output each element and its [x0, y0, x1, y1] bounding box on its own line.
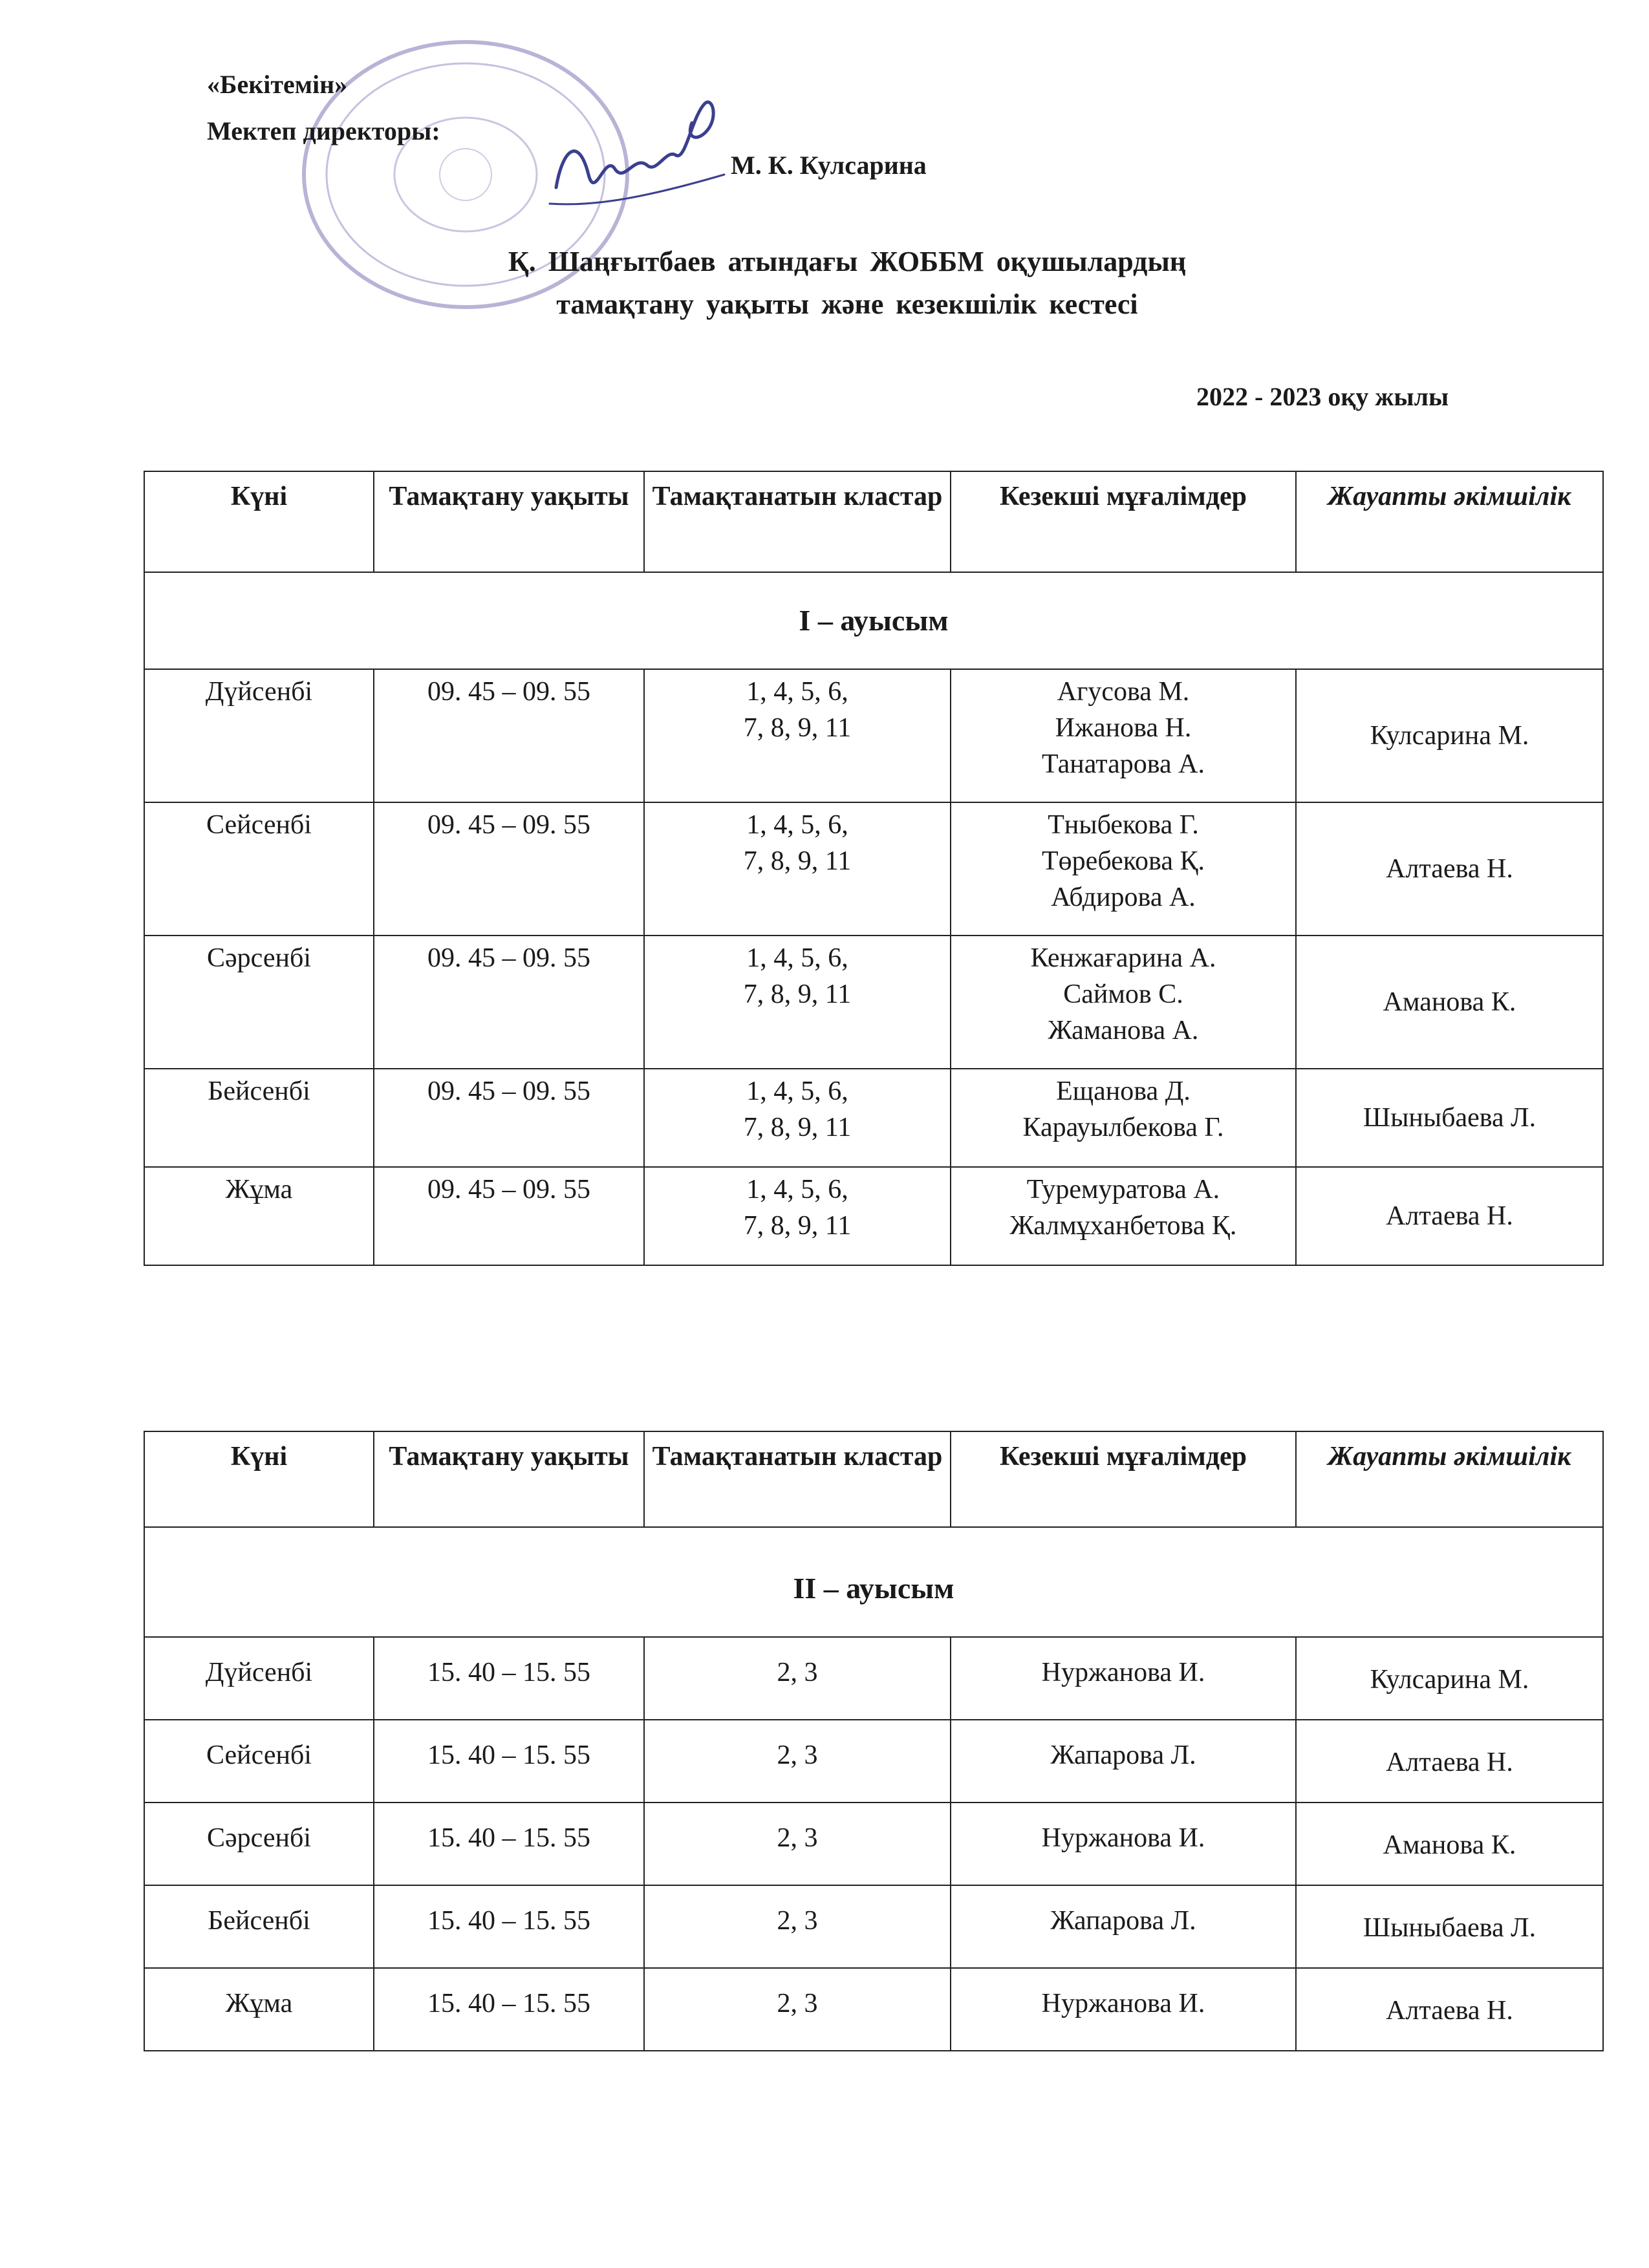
- column-header-day: Күні: [144, 1431, 374, 1527]
- day-cell: Бейсенбі: [144, 1069, 374, 1167]
- column-header-meal-time: Тамақтану уақыты: [374, 1431, 644, 1527]
- day-cell: Сейсенбі: [144, 802, 374, 936]
- column-header-classes: Тамақтанатын кластар: [644, 1431, 951, 1527]
- teachers-cell: Нуржанова И.: [951, 1968, 1296, 2051]
- day-cell: Жұма: [144, 1968, 374, 2051]
- admin-cell: Алтаева Н.: [1296, 1968, 1603, 2051]
- day-cell: Дүйсенбі: [144, 1637, 374, 1720]
- admin-cell: Кулсарина М.: [1296, 1637, 1603, 1720]
- classes-cell: 1, 4, 5, 6, 7, 8, 9, 11: [644, 1167, 951, 1265]
- shift-label: ІІ – ауысым: [144, 1527, 1603, 1637]
- title-line-2: тамақтану уақыты және кезекшілік кестесі: [556, 288, 1138, 320]
- classes-cell: 1, 4, 5, 6, 7, 8, 9, 11: [644, 1069, 951, 1167]
- classes-cell: 2, 3: [644, 1968, 951, 2051]
- table-row: [144, 1803, 1603, 1885]
- classes-cell: 1, 4, 5, 6, 7, 8, 9, 11: [644, 802, 951, 936]
- teachers-cell: Ещанова Д. Карауылбекова Г.: [951, 1069, 1296, 1167]
- time-cell: 15. 40 – 15. 55: [374, 1803, 644, 1885]
- approval-block: [207, 61, 440, 155]
- time-cell: 09. 45 – 09. 55: [374, 802, 644, 936]
- column-header-responsible-admin: Жауапты әкімшілік: [1296, 471, 1603, 572]
- time-cell: 15. 40 – 15. 55: [374, 1885, 644, 1968]
- table-row: [144, 1637, 1603, 1720]
- academic-year: 2022 - 2023 оқу жылы: [1196, 382, 1449, 411]
- time-cell: 15. 40 – 15. 55: [374, 1968, 644, 2051]
- classes-cell: 1, 4, 5, 6, 7, 8, 9, 11: [644, 669, 951, 802]
- table-row: [144, 669, 1603, 802]
- column-header-duty-teachers: Кезекші мұғалімдер: [951, 1431, 1296, 1527]
- schedule-table-shift-2: [144, 1431, 1604, 2051]
- admin-cell: Кулсарина М.: [1296, 669, 1603, 802]
- time-cell: 09. 45 – 09. 55: [374, 669, 644, 802]
- teachers-cell: Жапарова Л.: [951, 1720, 1296, 1803]
- teachers-cell: Кенжағарина А. Саймов С. Жаманова А.: [951, 936, 1296, 1069]
- table-row: [144, 802, 1603, 936]
- table-row: [144, 1968, 1603, 2051]
- column-header-meal-time: Тамақтану уақыты: [374, 471, 644, 572]
- admin-cell: Аманова К.: [1296, 1803, 1603, 1885]
- table-header-row: [144, 1431, 1603, 1527]
- day-cell: Сәрсенбі: [144, 1803, 374, 1885]
- teachers-cell: Жапарова Л.: [951, 1885, 1296, 1968]
- title-line-1: Қ. Шаңғытбаев атындағы ЖОББМ оқушылардың: [508, 246, 1187, 277]
- table-header-row: [144, 471, 1603, 572]
- column-header-duty-teachers: Кезекші мұғалімдер: [951, 471, 1296, 572]
- time-cell: 09. 45 – 09. 55: [374, 1167, 644, 1265]
- table-row: [144, 1167, 1603, 1265]
- director-signature: [543, 78, 737, 220]
- admin-cell: Алтаева Н.: [1296, 1720, 1603, 1803]
- classes-cell: 2, 3: [644, 1803, 951, 1885]
- teachers-cell: Агусова М. Ижанова Н. Танатарова А.: [951, 669, 1296, 802]
- column-header-day: Күні: [144, 471, 374, 572]
- day-cell: Сәрсенбі: [144, 936, 374, 1069]
- classes-cell: 2, 3: [644, 1885, 951, 1968]
- day-cell: Дүйсенбі: [144, 669, 374, 802]
- teachers-cell: Нуржанова И.: [951, 1803, 1296, 1885]
- teachers-cell: Туремуратова А. Жалмұханбетова Қ.: [951, 1167, 1296, 1265]
- column-header-responsible-admin: Жауапты әкімшілік: [1296, 1431, 1603, 1527]
- time-cell: 15. 40 – 15. 55: [374, 1720, 644, 1803]
- admin-cell: Шыныбаева Л.: [1296, 1885, 1603, 1968]
- approve-label: «Бекітемін»: [207, 70, 348, 99]
- table-row: [144, 1885, 1603, 1968]
- time-cell: 09. 45 – 09. 55: [374, 936, 644, 1069]
- schedule-table-shift-1: [144, 471, 1604, 1266]
- classes-cell: 2, 3: [644, 1637, 951, 1720]
- admin-cell: Алтаева Н.: [1296, 802, 1603, 936]
- table-row: [144, 936, 1603, 1069]
- admin-cell: Шыныбаева Л.: [1296, 1069, 1603, 1167]
- time-cell: 15. 40 – 15. 55: [374, 1637, 644, 1720]
- director-label: Мектеп директоры:: [207, 116, 440, 145]
- classes-cell: 2, 3: [644, 1720, 951, 1803]
- column-header-classes: Тамақтанатын кластар: [644, 471, 951, 572]
- classes-cell: 1, 4, 5, 6, 7, 8, 9, 11: [644, 936, 951, 1069]
- day-cell: Сейсенбі: [144, 1720, 374, 1803]
- table-row: [144, 1720, 1603, 1803]
- admin-cell: Аманова К.: [1296, 936, 1603, 1069]
- table-row: [144, 1069, 1603, 1167]
- shift-row: [144, 1527, 1603, 1637]
- document-title: [362, 241, 1332, 326]
- shift-row: [144, 572, 1603, 669]
- day-cell: Бейсенбі: [144, 1885, 374, 1968]
- time-cell: 09. 45 – 09. 55: [374, 1069, 644, 1167]
- day-cell: Жұма: [144, 1167, 374, 1265]
- teachers-cell: Тныбекова Г. Төребекова Қ. Абдирова А.: [951, 802, 1296, 936]
- shift-label: І – ауысым: [144, 572, 1603, 669]
- admin-cell: Алтаева Н.: [1296, 1167, 1603, 1265]
- director-name: М. К. Кулсарина: [731, 151, 927, 180]
- teachers-cell: Нуржанова И.: [951, 1637, 1296, 1720]
